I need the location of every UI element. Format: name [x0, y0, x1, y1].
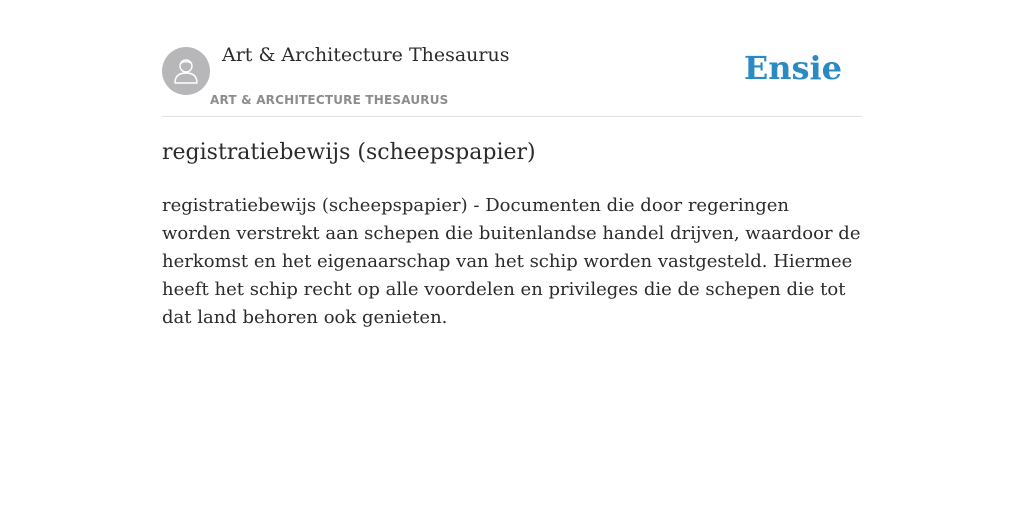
ensie-logo[interactable]: Ensie [743, 49, 842, 87]
user-silhouette-icon [171, 56, 201, 86]
definition-text: registratiebewijs (scheepspapier) - Documenten die door regeringen worden verstrekt aan schepen die buitenlandse handel drijven, waardoor de herkomst en het eigenaarschap van het schip worden vastgesteld. Hiermee heeft het schip recht op alle voordelen en privileges die de schepen die tot dat land behoren ook genieten. [162, 195, 861, 328]
source-header [162, 0, 862, 117]
page-title: registratiebewijs (scheepspapier) [162, 140, 536, 165]
avatar[interactable] [162, 47, 210, 95]
source-subtitle: ART & ARCHITECTURE THESAURUS [210, 93, 449, 107]
source-title[interactable]: Art & Architecture Thesaurus [222, 44, 510, 66]
